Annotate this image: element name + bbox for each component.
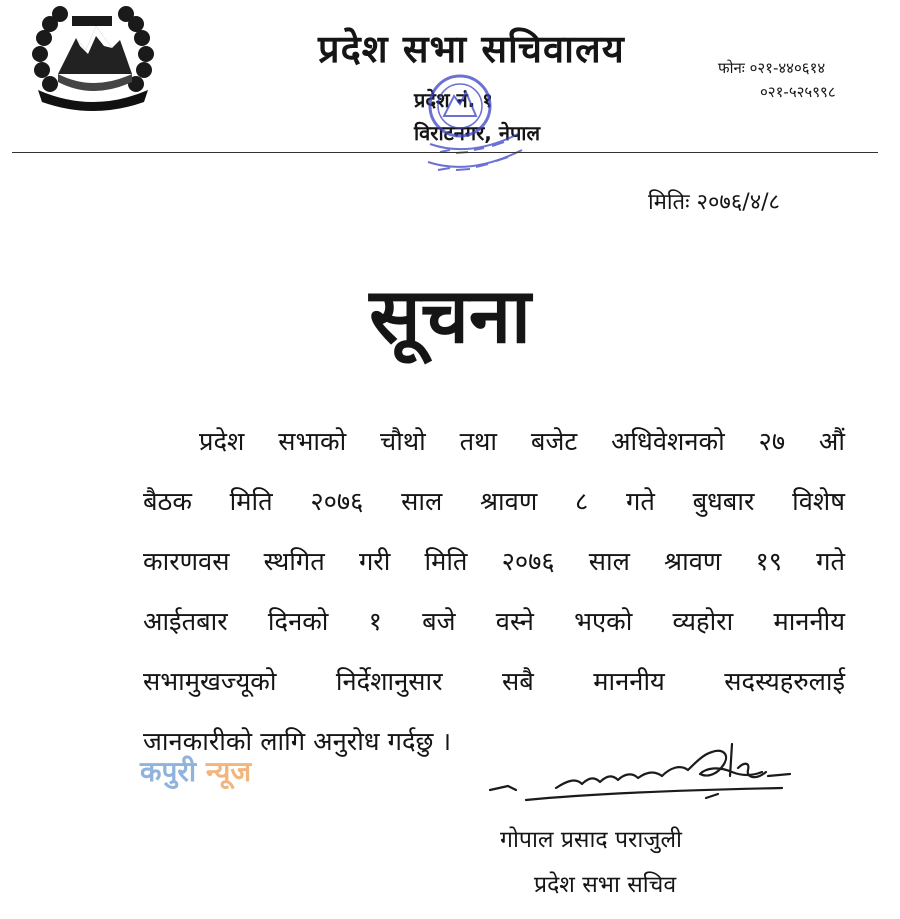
phone-number-primary: फोनः ०२१-४४०६१४ <box>718 59 826 77</box>
body-line: प्रदेश सभाको चौथो तथा बजेट अधिवेशनको २७ औं <box>199 427 845 457</box>
body-line: आईतबार दिनको १ बजे वस्ने भएको व्यहोरा माननीय <box>143 607 845 637</box>
nepal-emblem-icon <box>28 2 158 114</box>
header-divider <box>12 152 878 153</box>
body-line: सभामुखज्यूको निर्देशानुसार सबै माननीय सदस्यहरुलाई <box>143 667 845 697</box>
office-location: विराटनगर, नेपाल <box>414 121 541 145</box>
body-line: कारणवस स्थगित गरी मिति २०७६ साल श्रावण १९ गते <box>143 547 845 577</box>
handwritten-signature <box>486 728 806 810</box>
body-line: जानकारीको लागि अनुरोध गर्दछु । <box>143 727 452 757</box>
watermark <box>140 752 251 790</box>
signatory-designation: प्रदेश सभा सचिव <box>534 872 677 898</box>
office-seal-icon <box>410 66 530 178</box>
watermark-part: कपुरी <box>140 755 197 788</box>
signatory-name: गोपाल प्रसाद पराजुली <box>500 827 682 853</box>
phone-number-secondary: ०२१-५२५९९८ <box>760 83 836 101</box>
body-line: बैठक मिति २०७६ साल श्रावण ८ गते बुधबार विशेष <box>143 487 845 517</box>
notice-body <box>143 412 845 772</box>
watermark-part: न्यूज <box>205 755 252 788</box>
notice-title: सूचना <box>369 271 531 360</box>
province-name: प्रदेश नं. १ <box>414 88 493 112</box>
notice-date: मितिः २०७६/४/८ <box>648 190 780 215</box>
office-name: प्रदेश सभा सचिवालय <box>318 27 625 71</box>
